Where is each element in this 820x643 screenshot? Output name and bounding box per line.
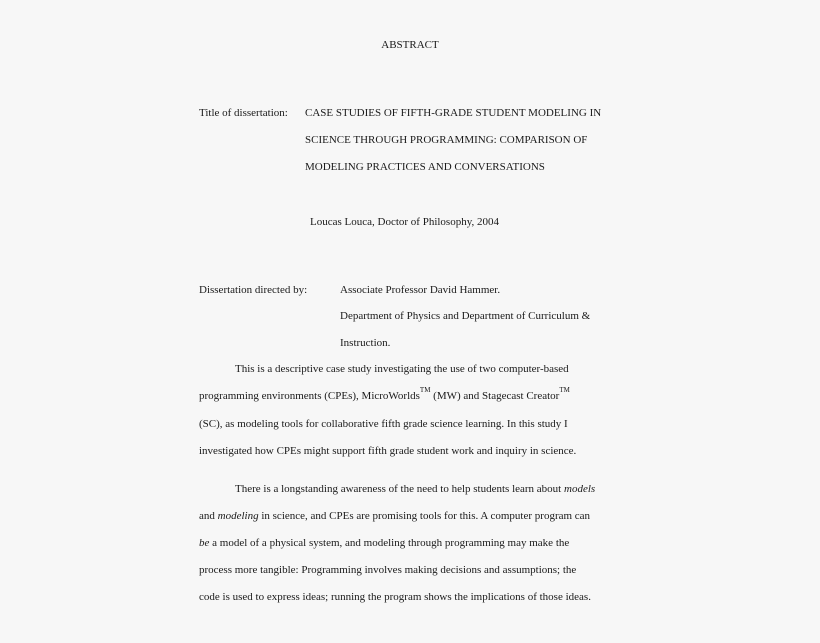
para2-emphasis-modeling: modeling [217, 510, 259, 522]
para1-line-2-text-b: (MW) and Stagecast Creator [430, 390, 560, 402]
para2-line-1 [235, 482, 595, 496]
para1-line-2-text-a: programming environments (CPEs), MicroWorlds [199, 390, 420, 402]
para2-line-3-text: a model of a physical system, and modeling through programming may make the [209, 537, 570, 549]
para2-line-2-text-a: and [199, 510, 218, 522]
trademark-mark: TM [419, 386, 431, 395]
director-line-1: Associate Professor David Hammer. [340, 284, 501, 296]
para1-line-2 [199, 386, 570, 403]
title-label: Title of dissertation: [199, 107, 288, 119]
para2-emphasis-be: be [199, 537, 210, 549]
para2-line-2-text-b: in science, and CPEs are promising tools for this. A computer program can [258, 510, 591, 522]
trademark-mark: TM [559, 386, 570, 395]
directed-label: Dissertation directed by: [199, 284, 308, 296]
para2-line-5: code is used to express ideas; running the program shows the implications of those ideas. [199, 591, 591, 603]
director-line-2: Department of Physics and Department of Curriculum & [340, 310, 591, 322]
para1-line-4: investigated how CPEs might support fifth grade student work and inquiry in science. [199, 445, 577, 457]
title-line-3: MODELING PRACTICES AND CONVERSATIONS [305, 161, 545, 173]
author-line: Loucas Louca, Doctor of Philosophy, 2004 [310, 216, 500, 228]
title-line-1: CASE STUDIES OF FIFTH-GRADE STUDENT MODELING IN [305, 107, 602, 119]
abstract-heading: ABSTRACT [381, 39, 439, 51]
para2-line-2 [199, 509, 590, 523]
director-line-3: Instruction. [340, 337, 391, 349]
para1-line-1: This is a descriptive case study investigating the use of two computer-based [235, 363, 569, 375]
para1-line-3: (SC), as modeling tools for collaborative fifth grade science learning. In this study I [199, 418, 568, 430]
para2-line-4: process more tangible: Programming involves making decisions and assumptions; the [199, 564, 577, 576]
title-line-2: SCIENCE THROUGH PROGRAMMING: COMPARISON OF [305, 134, 588, 146]
para2-line-3 [199, 536, 569, 550]
para2-line-1-text: There is a longstanding awareness of the need to help students learn about [235, 483, 564, 495]
para2-emphasis-models: models [564, 483, 596, 495]
